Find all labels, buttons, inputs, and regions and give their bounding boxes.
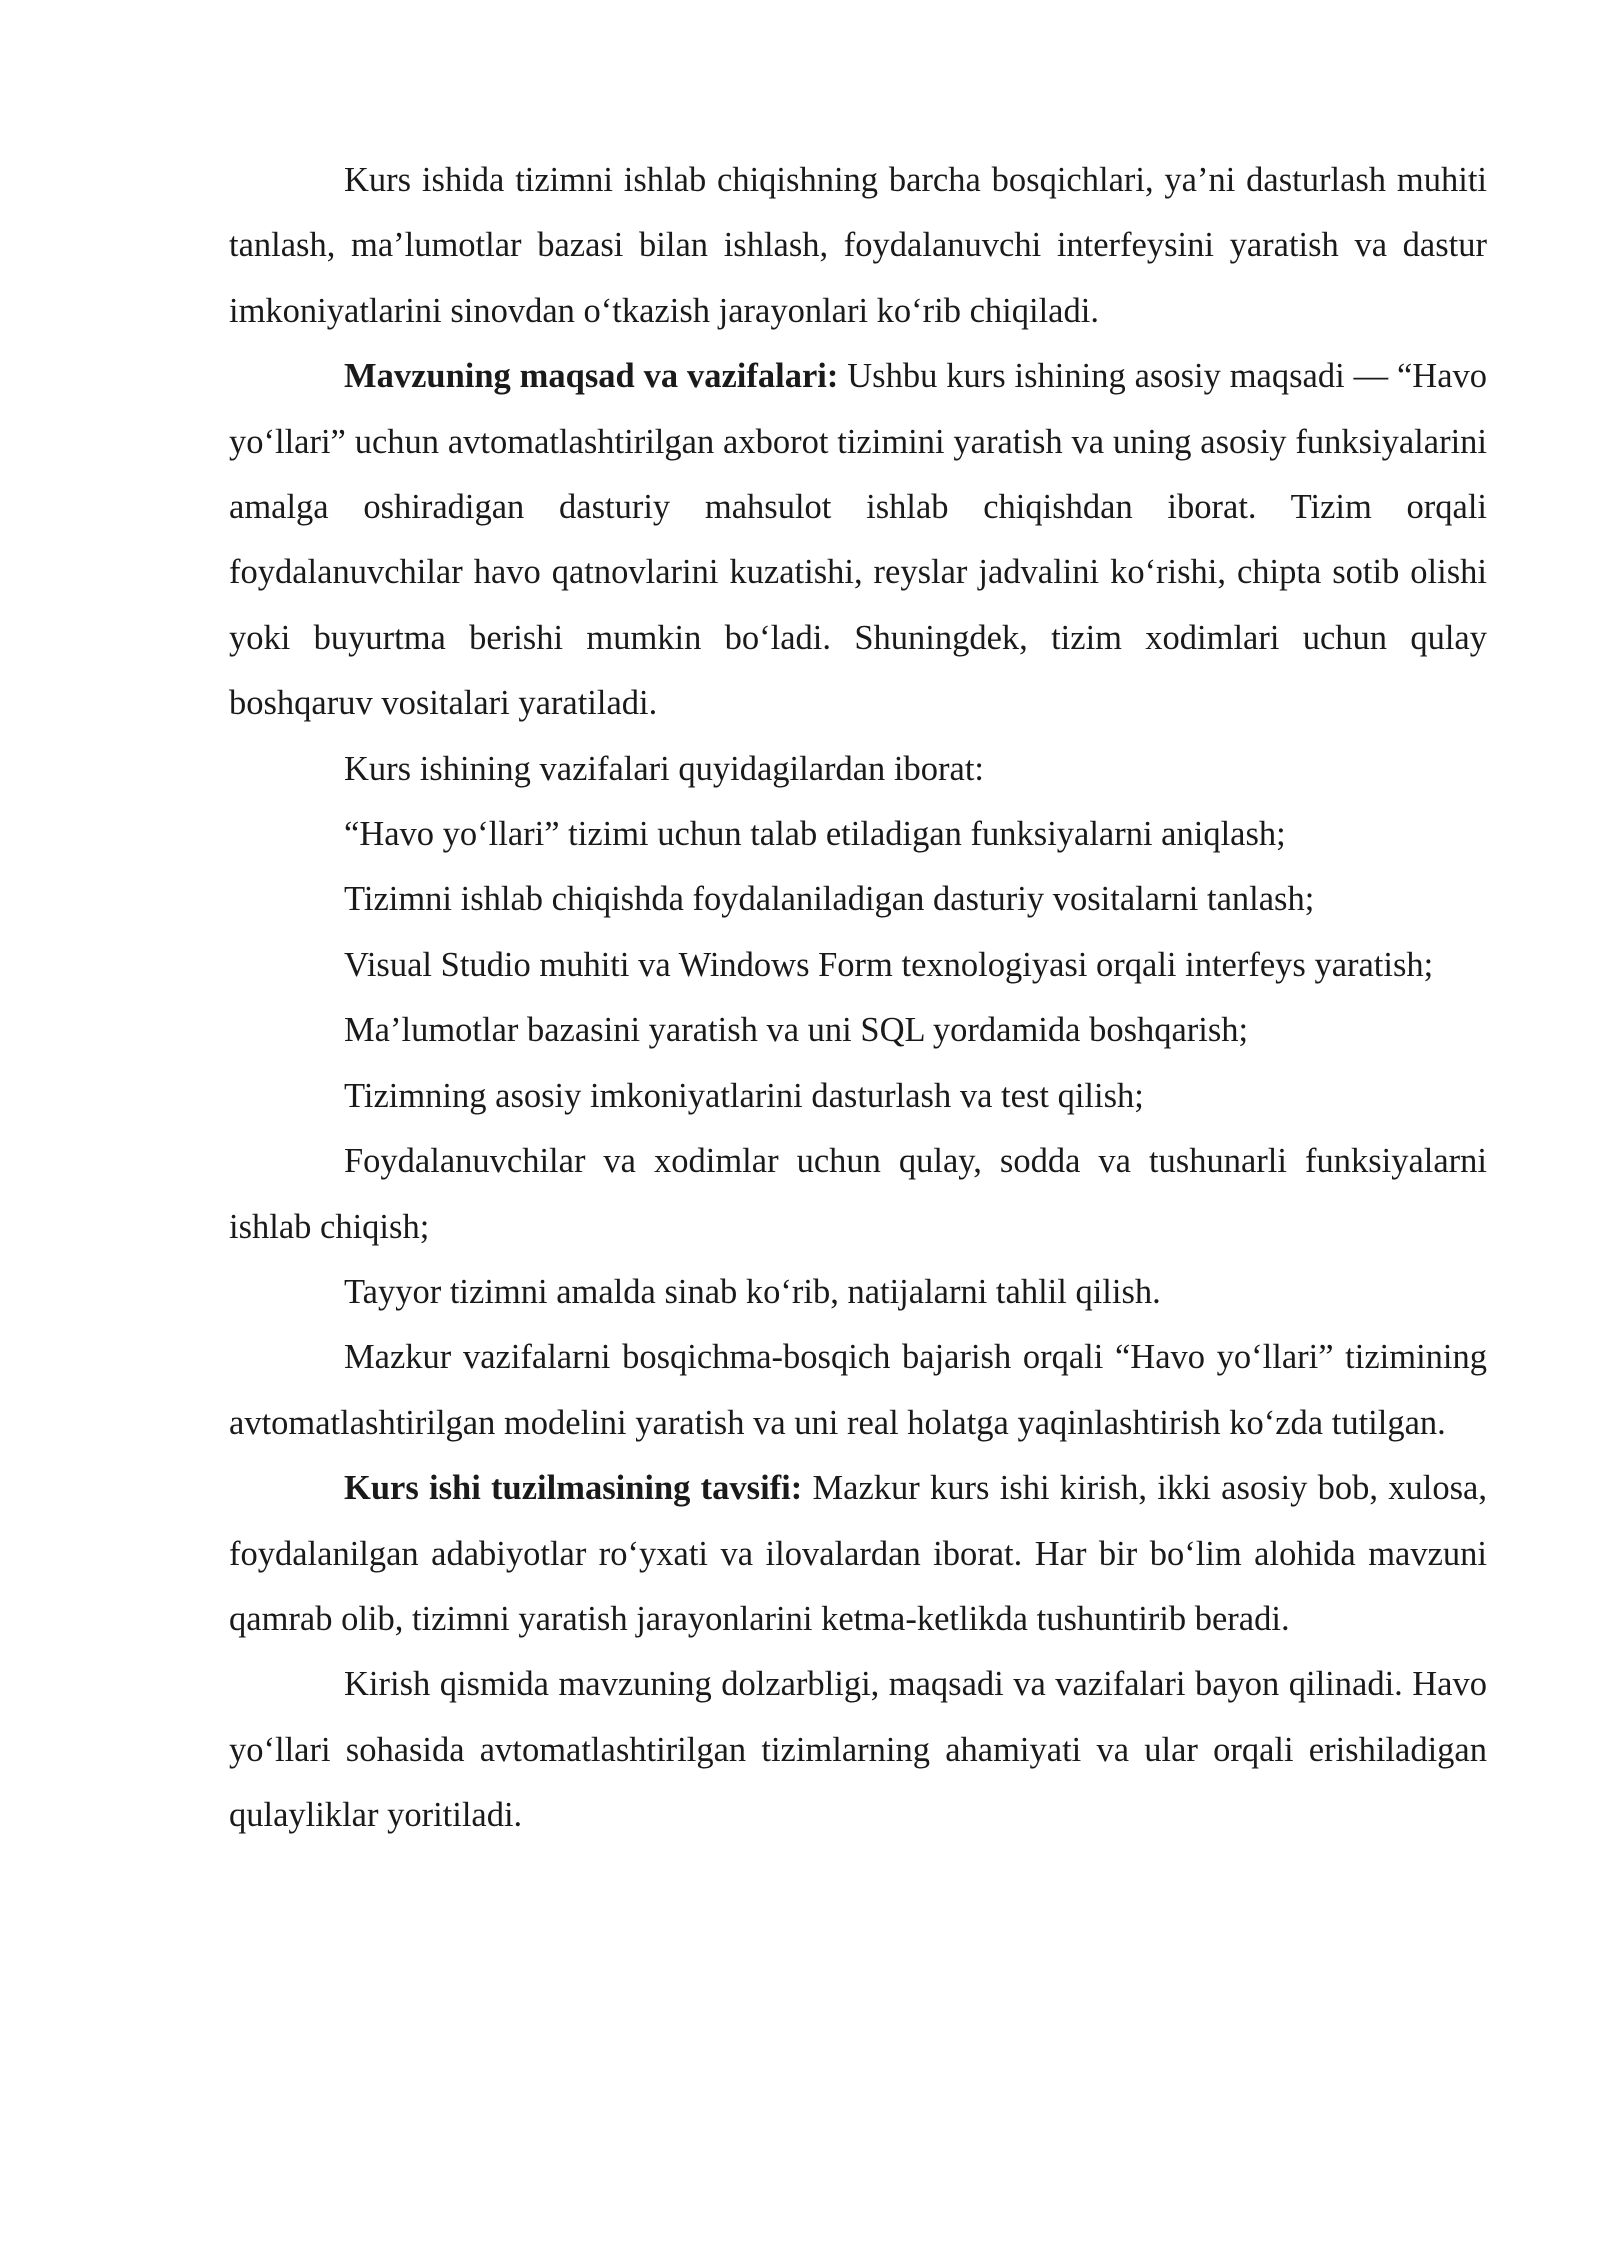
paragraph-structure: [229, 1456, 1487, 1652]
paragraph-text: Visual Studio muhiti va Windows Form texnologiyasi orqali interfeys yaratish;: [344, 945, 1434, 984]
paragraph-heading-goals: Mavzuning maqsad va vazifalari:: [344, 357, 839, 396]
paragraph-text: Tizimni ishlab chiqishda foydalaniladigan dasturiy vositalarni tanlash;: [344, 880, 1315, 919]
paragraph-goals: [229, 344, 1487, 736]
list-item-task-4: [229, 998, 1487, 1063]
paragraph-intro: [229, 148, 1487, 344]
paragraph-text: Tayyor tizimni amalda sinab ko‘rib, natijalarni tahlil qilish.: [344, 1272, 1161, 1311]
paragraph-text: Kirish qismida mavzuning dolzarbligi, maqsadi va vazifalari bayon qilinadi. Havo yo‘llari sohasida avtomatlashtirilgan tizimlarning ahamiyati va ular orqali erishiladigan qulayliklar yoritiladi.: [229, 1665, 1487, 1835]
list-item-task-5: [229, 1064, 1487, 1129]
list-item-task-7: [229, 1260, 1487, 1325]
paragraph-introduction-part: [229, 1652, 1487, 1848]
list-item-task-3: [229, 933, 1487, 998]
paragraph-text: Tizimning asosiy imkoniyatlarini dasturlash va test qilish;: [344, 1076, 1144, 1115]
paragraph-heading-structure: Kurs ishi tuzilmasining tavsifi:: [344, 1469, 803, 1508]
paragraph-text: Ushbu kurs ishining asosiy maqsadi — “Havo yo‘llari” uchun avtomatlashtirilgan axborot tizimini yaratish va uning asosiy funksiyalarini amalga oshiradigan dasturiy mahsulot ishlab chiqishdan iborat. Tizim orqali foydalanuvchilar havo qatnovlarini kuzatishi, reyslar jadvalini ko‘rishi, chipta sotib olishi yoki buyurtma berishi mumkin bo‘ladi. Shuningdek, tizim xodimlari uchun qulay boshqaruv vositalari yaratiladi.: [229, 357, 1488, 723]
paragraph-tasks-intro: [229, 737, 1487, 802]
document-body: [229, 148, 1487, 1849]
list-item-task-1: [229, 802, 1487, 867]
list-item-task-6: [229, 1129, 1487, 1260]
paragraph-text: Mazkur kurs ishi kirish, ikki asosiy bob, xulosa, foydalanilgan adabiyotlar ro‘yxati va ilovalardan iborat. Har bir bo‘lim alohida mavzuni qamrab olib, tizimni yaratish jarayonlarini ketma-ketlikda tushuntirib beradi.: [229, 1469, 1487, 1638]
paragraph-text: Foydalanuvchilar va xodimlar uchun qulay, sodda va tushunarli funksiyalarni ishlab chiqish;: [229, 1142, 1487, 1246]
paragraph-text: Kurs ishining vazifalari quyidagilardan iborat:: [344, 749, 984, 788]
list-item-task-2: [229, 867, 1487, 932]
paragraph-text: “Havo yo‘llari” tizimi uchun talab etiladigan funksiyalarni aniqlash;: [344, 815, 1286, 854]
paragraph-tasks-summary: [229, 1325, 1487, 1456]
paragraph-text: Ma’lumotlar bazasini yaratish va uni SQL yordamida boshqarish;: [344, 1011, 1249, 1050]
paragraph-text: Kurs ishida tizimni ishlab chiqishning barcha bosqichlari, ya’ni dasturlash muhiti tanlash, ma’lumotlar bazasi bilan ishlash, foydalanuvchi interfeysini yaratish va dastur imkoniyatlarini sinovdan o‘tkazish jarayonlari ko‘rib chiqiladi.: [229, 161, 1487, 330]
paragraph-text: Mazkur vazifalarni bosqichma-bosqich bajarish orqali “Havo yo‘llari” tizimining avtomatlashtirilgan modelini yaratish va uni real holatga yaqinlashtirish ko‘zda tutilgan.: [229, 1338, 1487, 1442]
